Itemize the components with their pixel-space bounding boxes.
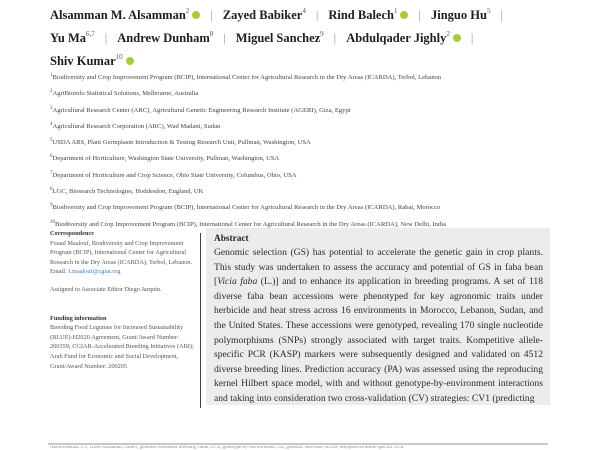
author[interactable]: Alsamman M. Alsamman$^2$ (50, 8, 200, 22)
affiliation: $^2$AgriBioinfo Statistical Solutions, Melbourne, Australia (50, 89, 199, 98)
author[interactable]: Rind Balech$^1$ (328, 8, 408, 22)
correspondence-body: Fouad Maalouf, Biodiversity and Crop Improvement Program (BCIP), International Center for Agricultural Research in the Dry Areas (ICARDA), Terbol, Lebanon. (50, 239, 193, 266)
footer-divider (48, 443, 548, 445)
affiliation: $^{10}$Biodiversity and Crop Improvement Program (BCIP), International Center for Agricultural Research in the Dry Areas (ICARDA), New Delhi, India (50, 219, 446, 228)
abstract-text: Genomic selection (GS) has potential to accelerate the genetic gain in crop plants. This study was undertaken to assess the accuracy and potential of GS in faba bean [Vicia faba (L.)] and to enhance its application in breeding programs. A set of 118 diverse faba bean accessions were phenotyped for key agronomic traits under herbicide and heat stress across 16 environments in Morocco, Lebanon, Sudan, and the United States. These accessions were genotyped, revealing 170 single nucleotide polymorphisms (SNPs) strongly associated with target traits. Kompetitive allele-specific PCR (KASP) markers were subsequently designed and validated on 4512 diverse breeding lines. Prediction accuracy (PA) was assessed using the reproducing kernel Hilbert space model, with and without genotype-by-environment interactions and taking into consideration two cross-validation (CV) strategies: CV1 (predicting (214, 247, 543, 404)
orcid-icon[interactable] (400, 11, 408, 19)
affiliation: $^6$Department of Horticulture, Washington State University, Pullman, Washington, USA (50, 154, 280, 163)
correspondence-email-line: Email: f.maalouf@cgiar.org (50, 268, 121, 276)
author-separator: | (333, 31, 337, 45)
funding-heading: Funding information (50, 314, 107, 322)
affiliation: $^9$Biodiversity and Crop Improvement Program (BCIP), International Center for Agricultural Research in the Dry Areas (ICARDA), Rabat, Morocco (50, 203, 441, 212)
abbreviations-footer: Abbreviations: CV, cross-validation; GEBV, genomic estimated breeding value; G×E, genotype-by-environment; GS, genomic selection; KASP, kompetitive allele-specific PCR (50, 446, 404, 450)
author-separator: | (418, 8, 421, 22)
author-list (50, 2, 590, 71)
correspondence-heading: Correspondence (50, 230, 94, 237)
orcid-icon[interactable] (192, 11, 200, 19)
author[interactable]: Jinguo Hu$^5$ (431, 7, 491, 22)
author-separator: | (104, 31, 108, 45)
affiliation: $^7$Department of Horticulture and Crop Science, Ohio State University, Columbus, Ohio, USA (50, 170, 297, 179)
author[interactable]: Miguel Sanchez$^9$ (235, 30, 324, 45)
abstract-box (206, 228, 550, 405)
author[interactable]: Shiv Kumar$^{10}$ (50, 54, 134, 68)
author-separator: | (223, 31, 226, 45)
affiliation: $^1$Biodiversity and Crop Improvement Program (BCIP), International Center for Agricultural Research in the Dry Areas (ICARDA), Terbol, Lebanon (50, 73, 442, 81)
abstract-heading: Abstract (214, 234, 249, 244)
author-separator: | (315, 8, 319, 22)
affiliation: $^4$Agricultural Research Corporation (ARC), Wad Madani, Sudan (50, 121, 221, 130)
author[interactable]: Yu Ma$^{6,7}$ (50, 30, 95, 45)
author[interactable]: Zayed Babiker$^4$ (222, 7, 306, 22)
funding-body: Breeding Food Legumes for Increased Sustainability (BLUE)-H2020 Agreement, Grant/Award Number: 200359; CGIAR-Accelerated Breeding Initiatives (ABI); Arab Fund for Economic and Social Development, Grant/Award Number: 200205 (50, 324, 194, 370)
author[interactable]: Andrew Dunham$^8$ (117, 30, 214, 45)
author-separator: | (500, 8, 503, 22)
author-separator: | (210, 8, 213, 22)
email-link[interactable]: f.maalouf@cgiar.org (68, 268, 121, 276)
assigned-editor: Assigned to Associate Editor Diego Jarquin. (50, 285, 162, 293)
author-separator: | (470, 31, 474, 45)
affiliation: $^8$LGC, Biosearch Technologies, Hoddesdon, England, UK (50, 187, 204, 196)
author[interactable]: Abdulqader Jighly$^2$ (346, 31, 461, 45)
column-divider (200, 233, 201, 408)
orcid-icon[interactable] (453, 34, 461, 42)
affiliation-list (50, 69, 595, 232)
sidebar-info (50, 229, 200, 371)
orcid-icon[interactable] (126, 57, 134, 65)
affiliation: $^3$Agricultural Research Center (ARC), Agricultural Genetic Engineering Research Institute (AGERI), Giza, Egypt (50, 105, 351, 114)
affiliation: $^5$USDA ARS, Plant Germplasm Introduction & Testing Research Unit, Pullman, Washington, USA (50, 138, 311, 147)
